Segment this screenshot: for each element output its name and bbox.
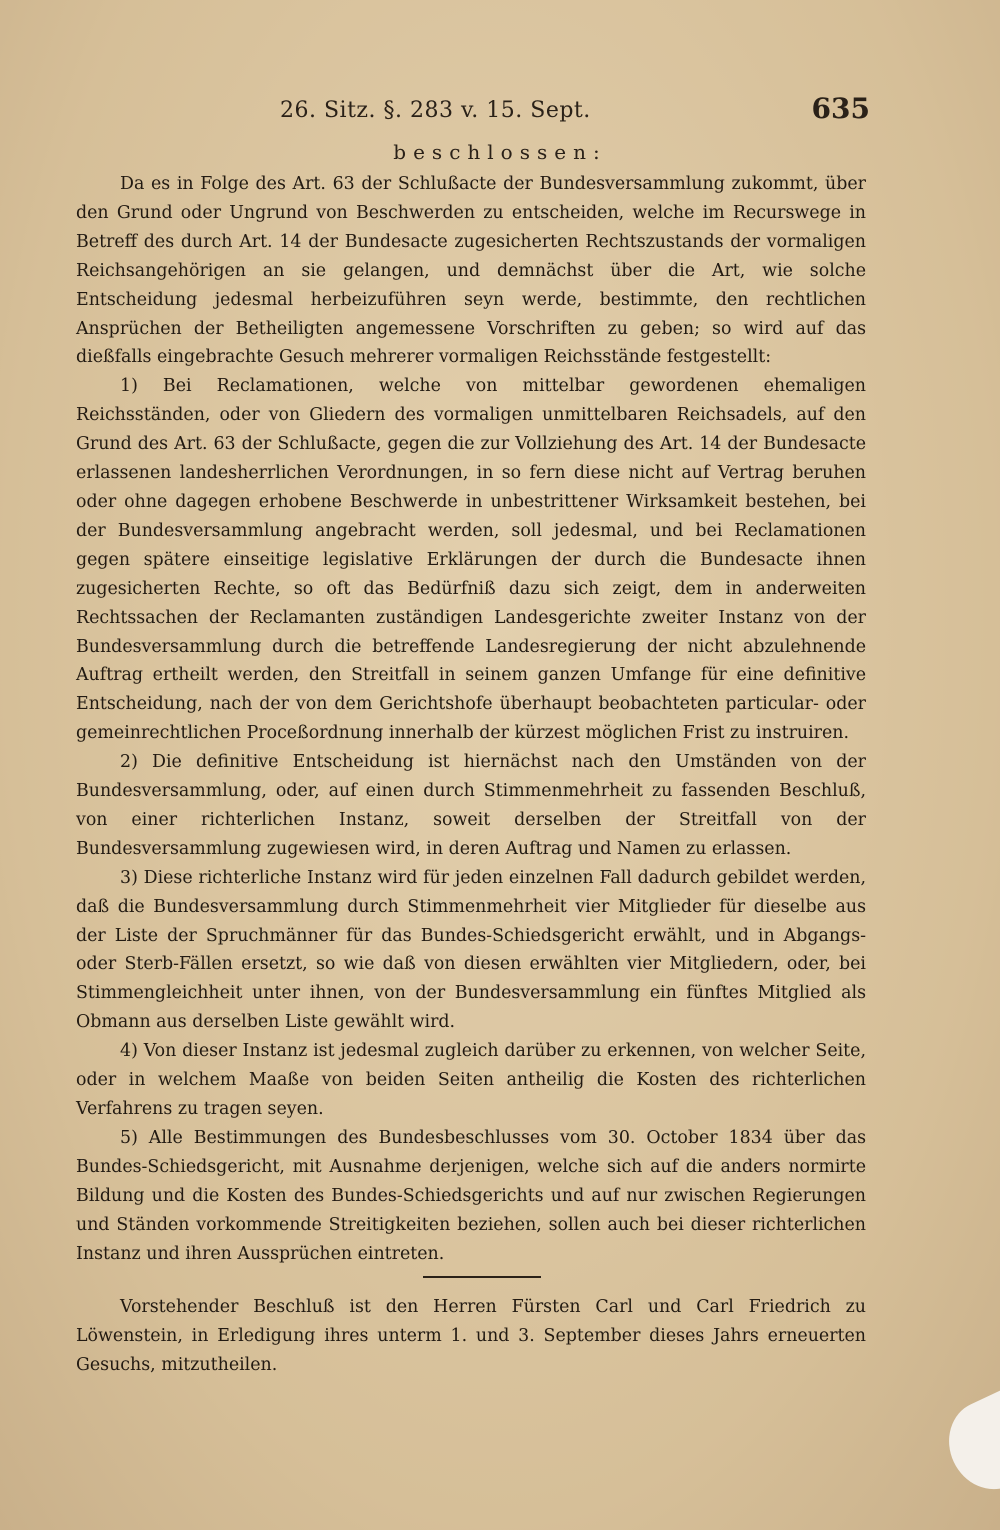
- clause-4-paragraph: 4) Von dieser Instanz ist jedesmal zugleich darüber zu erkennen, von welcher Seite, oder in welchem Maaße von beiden Seiten antheilig die Kosten des richterlichen Verfahrens zu tragen seyen.: [76, 1041, 866, 1119]
- section-divider: [423, 1276, 541, 1278]
- clause-1-paragraph: 1) Bei Reclamationen, welche von mittelbar gewordenen ehemaligen Reichsständen, oder von Gliedern des vormaligen unmittelbaren Reichsadels, auf den Grund des Art. 63 der Schlußacte, gegen die zur Vollziehung des Art. 14 der Bundesacte erlassenen landesherrlichen Verordnungen, in so fern diese nicht auf Vertrag beruhen oder ohne dagegen erhobene Beschwerde in unbestrittener Wirksamkeit bestehen, bei der Bundesversammlung angebracht werden, soll jedesmal, und bei Reclamationen gegen spätere einseitige legislative Erklärungen der durch die Bundesacte ihnen zugesicherten Rechte, so oft das Bedürfniß dazu sich zeigt, dem in anderweiten Rechtssachen der Reclamanten zuständigen Landesgerichte zweiter Instanz von der Bundesversammlung durch die betreffende Landesregierung der nicht abzulehnende Auftrag ertheilt werden, den Streitfall in seinem ganzen Umfange für eine definitive Entscheidung, nach der von dem Gerichtshofe überhaupt beobachteten particular- oder gemeinrechtlichen Proceßordnung innerhalb der kürzest möglichen Frist zu instruiren.: [76, 376, 866, 744]
- clause-3-paragraph: 3) Diese richterliche Instanz wird für jeden einzelnen Fall dadurch gebildet werden, daß die Bundesversammlung durch Stimmenmehrheit vier Mitglieder für dieselbe aus der Liste der Spruchmänner für das Bundes-Schiedsgericht erwählt, und in Abgangs- oder Sterb-Fällen ersetzt, so wie daß von diesen erwählten vier Mitgliedern, oder, bei Stimmengleichheit unter ihnen, von der Bundesversammlung ein fünftes Mitglied als Obmann aus derselben Liste gewählt wird.: [76, 867, 866, 1033]
- page-number: 635: [811, 92, 870, 125]
- preamble-paragraph: Da es in Folge des Art. 63 der Schlußacte der Bundesversammlung zukommt, über den Grund oder Ungrund von Beschwerden zu entscheiden, welche im Recurswege in Betreff des durch Art. 14 der Bundesacte zugesicherten Rechtszustands der vormaligen Reichsangehörigen an sie gelangen, und demnächst über die Art, wie solche Entscheidung jedesmal herbeizuführen seyn werde, bestimmte, den rechtlichen Ansprüchen der Betheiligten angemessene Vorschriften zu geben; so wird auf das dießfalls eingebrachte Gesuch mehrerer vormaligen Reichsstände festgestellt:: [76, 174, 866, 368]
- closing-paragraph: Vorstehender Beschluß ist den Herren Fürsten Carl und Carl Friedrich zu Löwenstein, in Erledigung ihres unterm 1. und 3. September dieses Jahrs erneuerten Gesuchs, mitzutheilen.: [76, 1297, 866, 1375]
- clause-2-paragraph: 2) Die definitive Entscheidung ist hiernächst nach den Umständen von der Bundesversammlung, oder, auf einen durch Stimmenmehrheit zu fassenden Beschluß, von einer richterlichen Instanz, soweit derselben der Streitfall von der Bundesversammlung zugewiesen wird, in deren Auftrag und Namen zu erlassen.: [76, 752, 866, 859]
- resolution-body: [76, 170, 866, 1268]
- page-header: [60, 92, 870, 132]
- clause-5-paragraph: 5) Alle Bestimmungen des Bundesbeschlusses vom 30. October 1834 über das Bundes-Schiedsgericht, mit Ausnahme derjenigen, welche sich auf die anders normirte Bildung und die Kosten des Bundes-Schiedsgerichts und auf nur zwischen Regierungen und Ständen vorkommende Streitigkeiten beziehen, sollen auch bei dieser richterlichen Instanz und ihren Aussprüchen eintreten.: [76, 1127, 866, 1264]
- resolution-heading: beschlossen:: [393, 140, 607, 164]
- page-corner-fold: [935, 1387, 1000, 1502]
- running-head: 26. Sitz. §. 283 v. 15. Sept.: [280, 98, 591, 123]
- closing-note: [76, 1293, 866, 1380]
